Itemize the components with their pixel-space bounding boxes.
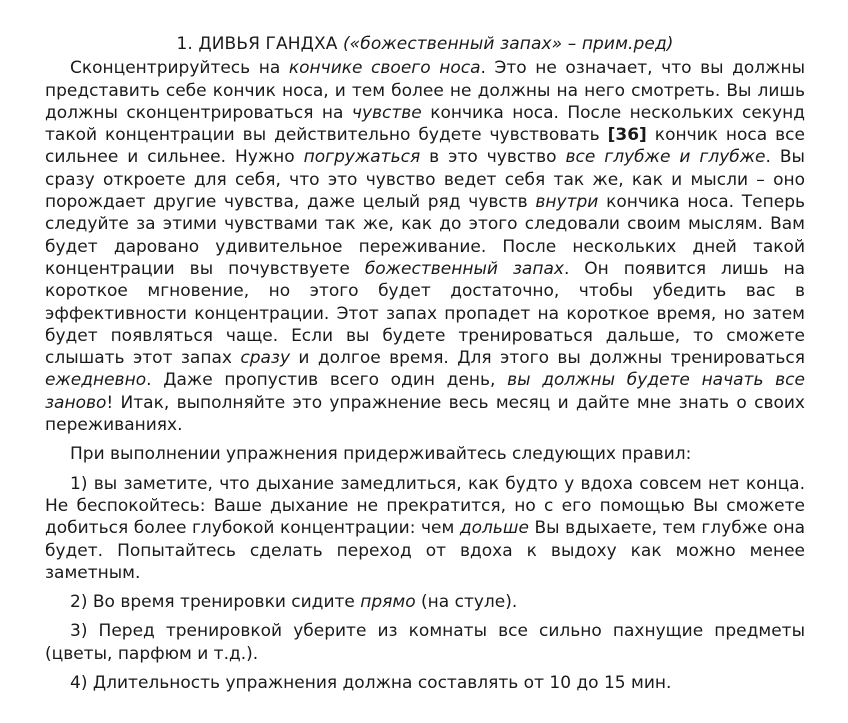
text-run: . Даже пропустив всего один день, — [146, 370, 508, 391]
page-reference: [36] — [607, 125, 647, 146]
emphasis: все глубже и глубже — [565, 147, 766, 168]
emphasis: вы должны будете начать все заново — [45, 370, 805, 413]
text-run: . Это не означает, что вы должны представить себе кончик носа, и тем более не должны на него смотреть. Вы лишь должны сконцентрироваться на — [45, 58, 805, 123]
body-paragraph — [45, 57, 805, 436]
emphasis: ежедневно — [45, 370, 147, 391]
section-title — [45, 33, 805, 55]
rules-intro: При выполнении упражнения придерживайтесь следующих правил: — [70, 444, 692, 465]
rule-item-1 — [45, 473, 805, 584]
rule-item-4: 4) Длительность упражнения должна составлять от 10 до 15 мин. — [70, 673, 672, 694]
text-run: 2) Во время тренировки сидите — [70, 592, 361, 613]
text-run: кончика носа. После нескольких секунд такой концентрации вы действительно будете чувствовать — [45, 102, 805, 146]
rule-item-3: 3) Перед тренировкой уберите из комнаты все сильно пахнущие предметы (цветы, парфюм и т.д.). — [45, 621, 805, 664]
text-run: 1) вы заметите, что дыхание замедлиться, как будто у вдоха совсем нет конца. Не беспокойтесь: Ваше дыхание не прекратится, но с его помощью Вы сможете добиться более глубокой концентрации: чем — [45, 473, 805, 539]
text-run: . Вы сразу откроете для себя, что это чувство ведет себя так же, как и мысли – оно порождает другие чувства, даже целый ряд чувств — [45, 147, 805, 213]
emphasis: божественный запах — [364, 258, 564, 279]
rule-item-2 — [45, 591, 805, 613]
text-run: . Он появится лишь на короткое мгновение, но этого будет достаточно, чтобы убедить вас в эффективности концентрации. Этот запах пропадет на короткое время, но затем будет появляться чаще. Если вы будете тренироваться дальше, то сможете слышать этот запах — [45, 258, 805, 369]
text-run: Сконцентрируйтесь на — [70, 58, 289, 79]
text-run: ! Итак, выполняйте это упражнение весь месяц и дайте мне знать о своих переживаниях. — [45, 392, 805, 436]
emphasis: сразу — [240, 348, 291, 369]
title-editor-note: («божественный запах» – прим.ред) — [342, 34, 674, 54]
emphasis: чувстве — [351, 102, 422, 123]
text-run: и долгое время. Для этого вы должны тренироваться — [290, 348, 805, 369]
text-run: кончик носа все сильнее и сильнее. Нужно — [45, 125, 805, 168]
emphasis: дольше — [459, 518, 529, 539]
title-main: 1. ДИВЬЯ ГАНДХА — [176, 34, 338, 54]
emphasis: прямо — [360, 592, 416, 613]
emphasis: внутри — [535, 192, 599, 213]
emphasis: погружаться — [303, 147, 421, 168]
text-run: Вы вдыхаете, тем глубже она будет. Попытайтесь сделать переход от вдоха к выдоху как можно менее заметным. — [45, 518, 805, 583]
emphasis: кончике своего носа — [288, 58, 481, 79]
text-run: в это чувство — [420, 147, 566, 168]
text-run: (на стуле). — [415, 592, 518, 613]
text-run: кончика носа. Теперь следуйте за этими чувствами так же, как до этого следовали своим мыслям. Вам будет даровано удивительное переживание. После нескольких дней такой концентрации вы почувствуете — [45, 192, 806, 279]
